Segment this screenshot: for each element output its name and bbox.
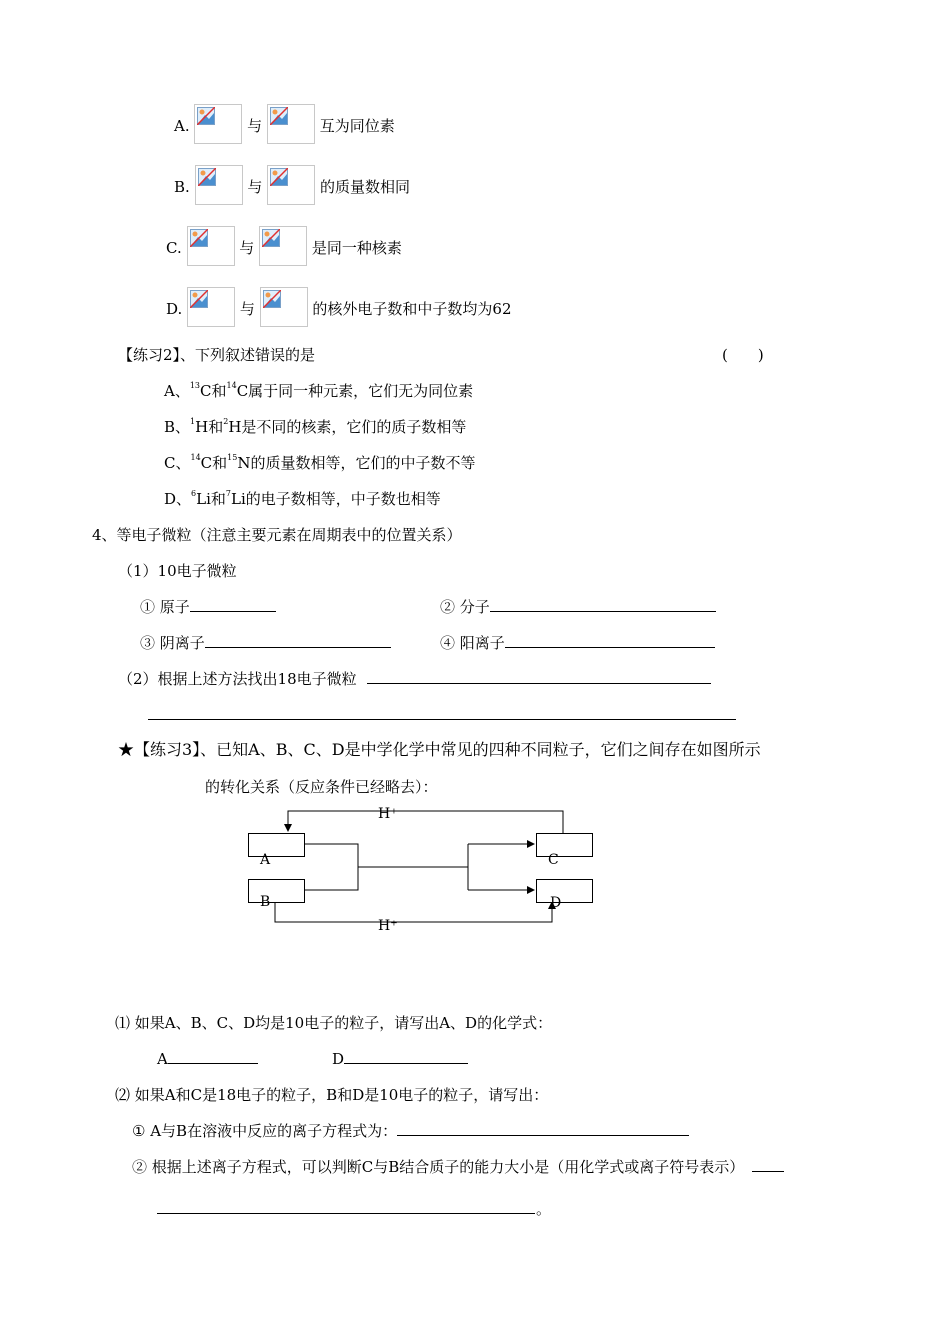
bottom-arrow-label: H⁺: [378, 918, 398, 934]
atom-answer-line: ① 原子: [140, 597, 276, 617]
exercise-2-option-a: A、$^{13}$C和$^{14}$C属于同一种元素，它们无为同位素: [164, 381, 474, 400]
option-c-row: C. 与 是同一种核素: [166, 232, 402, 266]
node-d-box: [536, 879, 593, 903]
option-a-row: A. 与 互为同位素: [174, 110, 395, 144]
option-label: C.: [166, 239, 182, 257]
node-d-label: D: [550, 895, 562, 911]
answer-a-line: A: [157, 1049, 258, 1069]
answer-parenthesis: ( ): [722, 346, 764, 364]
answer-d-line: D: [332, 1049, 468, 1069]
answer-blank[interactable]: [344, 1049, 468, 1064]
node-b-label: B: [260, 894, 271, 910]
option-d-row: D. 与 的核外电子数和中子数均为62: [166, 293, 512, 327]
proton-affinity-line: ② 根据上述离子方程式，可以判断C与B结合质子的能力大小是（用化学式或离子符号表示）: [132, 1157, 784, 1177]
exercise-3-question-2: ⑵ 如果A和C是18电子的粒子，B和D是10电子的粒子，请写出：: [115, 1086, 549, 1104]
node-a-box: [248, 833, 305, 857]
answer-blank[interactable]: [157, 1213, 535, 1214]
node-a-label: A: [260, 852, 271, 868]
exercise-3-question-1: ⑴ 如果A、B、C、D均是10电子的粒子，请写出A、D的化学式：: [115, 1014, 553, 1032]
exercise-3-title-cont: 的转化关系（反应条件已经略去）：: [205, 778, 438, 796]
anion-answer-line: ③ 阴离子: [140, 633, 391, 653]
answer-blank[interactable]: [397, 1121, 689, 1136]
top-arrow-label: H⁺: [378, 806, 398, 822]
node-c-box: [536, 833, 593, 857]
section-4-sub-1: （1）10电子微粒: [118, 562, 237, 580]
section-4-sub-2: （2）根据上述方法找出18电子微粒: [118, 669, 711, 689]
section-4-title: 4、等电子微粒（注意主要元素在周期表中的位置关系）: [92, 526, 462, 544]
cation-answer-line: ④ 阳离子: [440, 633, 715, 653]
exercise-3-title: ★【练习3】、已知A、B、C、D是中学化学中常见的四种不同粒子，它们之间存在如图所示: [118, 740, 761, 759]
answer-blank[interactable]: [752, 1157, 784, 1172]
ionic-equation-line: ① A与B在溶液中反应的离子方程式为：: [132, 1121, 689, 1141]
molecule-answer-line: ② 分子: [440, 597, 716, 617]
node-b-box: [248, 879, 305, 903]
option-label: A.: [174, 117, 190, 135]
node-c-label: C: [548, 852, 559, 868]
option-label: B.: [174, 178, 190, 196]
option-label: D.: [166, 300, 183, 318]
exercise-2-option-b: B、$^1$H和$^2$H是不同的核素，它们的质子数相等: [164, 417, 467, 436]
answer-blank[interactable]: [168, 1049, 258, 1064]
exercise-2-option-d: D、$^6$Li和$^7$Li的电子数相等，中子数也相等: [164, 489, 441, 508]
sentence-period: 。: [536, 1200, 552, 1218]
exercise-2-option-c: C、$^{14}$C和$^{15}$N的质量数相等，它们的中子数不等: [164, 453, 476, 472]
option-b-row: B. 与 的质量数相同: [174, 171, 410, 205]
exercise-2-title: 【练习2】、下列叙述错误的是: [118, 346, 316, 364]
